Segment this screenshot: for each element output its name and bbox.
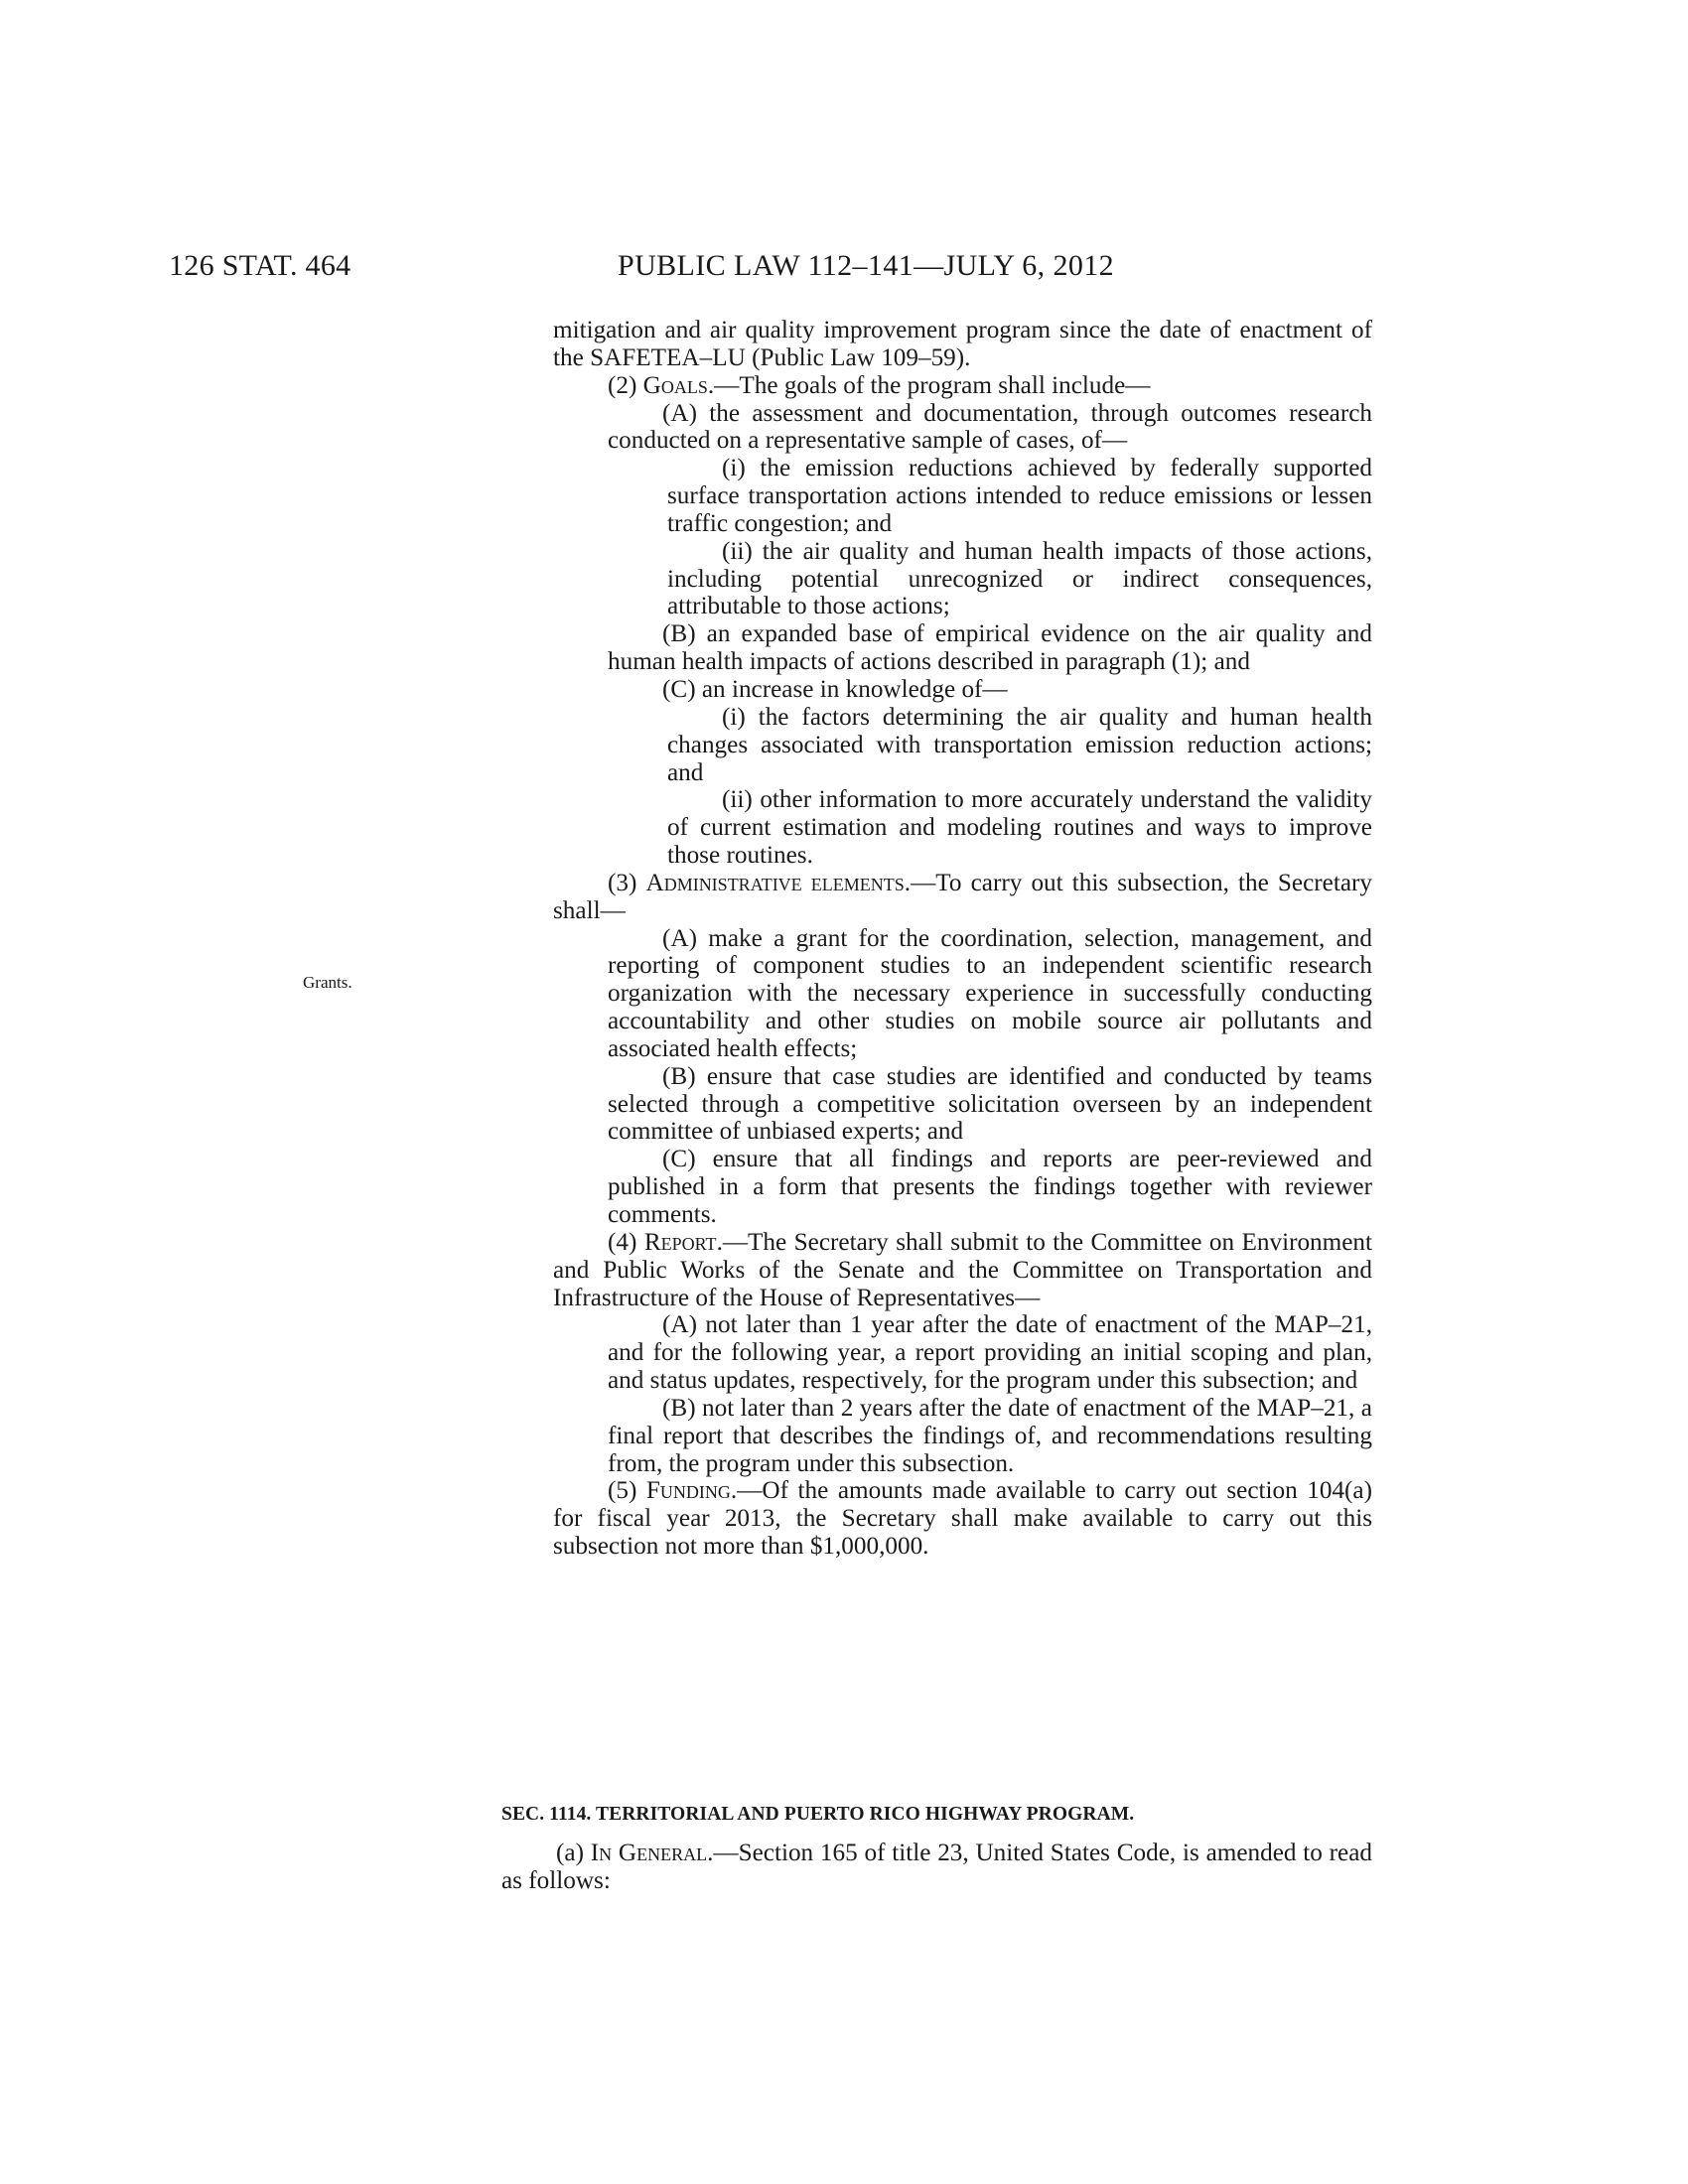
section-heading: SEC. 1114. TERRITORIAL AND PUERTO RICO HIGHWAY PROGRAM. bbox=[501, 1804, 1135, 1825]
paragraph-2-goals: (2) Goals.—The goals of the program shall include— bbox=[608, 371, 1151, 399]
paragraph-3-B: (B) ensure that case studies are identified and conducted by teams selected through a competitive solicitation overseen by an independent committee of unbiased experts; and bbox=[608, 1062, 1372, 1146]
paragraph-a-in-general: (a) In General.—Section 165 of title 23, United States Code, is amended to read as follows: bbox=[501, 1840, 1372, 1894]
section-1114-text bbox=[501, 1840, 1372, 1895]
paragraph-2-C-ii: (ii) other information to more accurately understand the validity of current estimation and modeling routines and ways to improve those routines. bbox=[667, 786, 1372, 870]
paragraph-4-report: (4) Report.—The Secretary shall submit to the Committee on Environment and Public Works of the Senate and the Committee on Transportation and Infrastructure of the House of Representatives— bbox=[553, 1228, 1373, 1311]
paragraph-2-A-ii: (ii) the air quality and human health impacts of those actions, including potential unrecognized or indirect consequences, attributable to those actions; bbox=[667, 537, 1372, 620]
margin-note-grants: Grants. bbox=[303, 973, 352, 992]
paragraph-3-C: (C) ensure that all findings and reports are peer-reviewed and published in a form that presents the findings together with reviewer comments. bbox=[608, 1146, 1372, 1228]
main-text bbox=[553, 317, 1372, 1561]
statute-page-number: 126 STAT. 464 bbox=[169, 249, 352, 282]
continuation-paragraph: mitigation and air quality improvement program since the date of enactment of the SAFETEA–LU (Public Law 109–59). bbox=[553, 317, 1372, 371]
paragraph-2-C: (C) an increase in knowledge of— bbox=[662, 675, 1008, 703]
paragraph-2-C-i: (i) the factors determining the air quality and human health changes associated with transportation emission reduction actions; and bbox=[667, 703, 1372, 786]
paragraph-2-A-i: (i) the emission reductions achieved by federally supported surface transportation actions intended to reduce emissions or lessen traffic congestion; and bbox=[667, 455, 1372, 537]
paragraph-2-A: (A) the assessment and documentation, through outcomes research conducted on a representative sample of cases, of— bbox=[608, 399, 1372, 455]
paragraph-3-administrative-elements: (3) Administrative elements.—To carry out this subsection, the Secretary shall— bbox=[553, 869, 1373, 924]
running-title: PUBLIC LAW 112–141—JULY 6, 2012 bbox=[618, 249, 1115, 282]
paragraph-4-B: (B) not later than 2 years after the date of enactment of the MAP–21, a final report that describes the findings of, and recommendations resulting from, the program under this subsection. bbox=[608, 1394, 1372, 1477]
paragraph-4-A: (A) not later than 1 year after the date of enactment of the MAP–21, and for the following year, a report providing an initial scoping and plan, and status updates, respectively, for the program under this subsection; and bbox=[608, 1311, 1372, 1395]
page-header bbox=[0, 246, 1688, 286]
paragraph-5-funding: (5) Funding.—Of the amounts made available to carry out section 104(a) for fiscal year 2013, the Secretary shall make available to carry out this subsection not more than $1,000,000. bbox=[553, 1477, 1373, 1561]
paragraph-3-A: (A) make a grant for the coordination, selection, management, and reporting of component studies to an independent scientific research organization with the necessary experience in successfully conducting accountability and other studies on mobile source air pollutants and associated health effects; bbox=[608, 924, 1372, 1062]
paragraph-2-B: (B) an expanded base of empirical evidence on the air quality and human health impacts of actions described in paragraph (1); and bbox=[608, 620, 1372, 676]
